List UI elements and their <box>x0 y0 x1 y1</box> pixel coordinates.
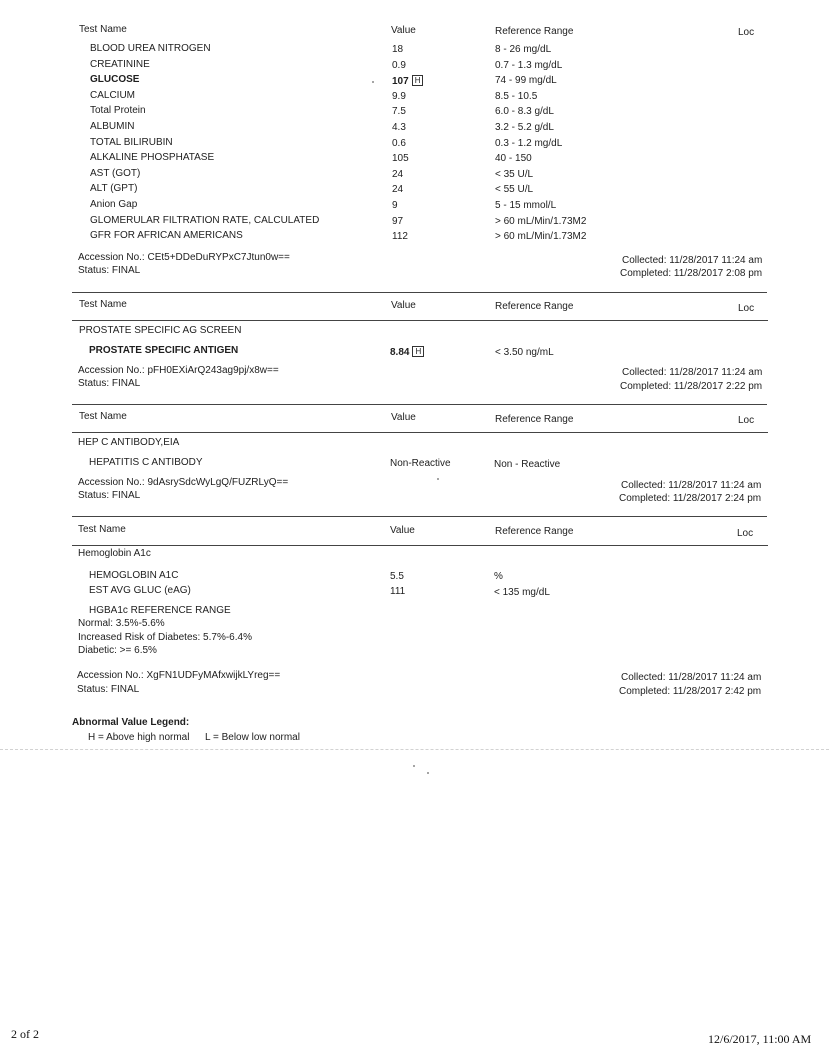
completed-date: Completed: 11/28/2017 2:24 pm <box>619 493 762 504</box>
reference-range: < 135 mg/dL <box>494 587 550 598</box>
test-value: 112 <box>392 231 408 242</box>
accession-number: Accession No.: XgFN1UDFyMAfxwijkLYreg== <box>77 670 281 681</box>
test-value: 97 <box>392 216 404 227</box>
test-value: 8.84 H <box>390 346 424 358</box>
page-number: 2 of 2 <box>11 1027 39 1041</box>
test-name: ALBUMIN <box>90 121 135 132</box>
test-name: ALKALINE PHOSPHATASE <box>90 152 215 163</box>
col-loc: Loc <box>738 27 755 38</box>
scan-fold-line <box>0 749 829 750</box>
test-name: ALT (GPT) <box>90 183 138 194</box>
reference-range: 40 - 150 <box>495 153 532 164</box>
test-value: Non-Reactive <box>390 458 451 469</box>
completed-date: Completed: 11/28/2017 2:42 pm <box>619 686 762 697</box>
reference-range: < 35 U/L <box>495 169 534 180</box>
scan-speck <box>427 772 429 774</box>
col-reference-range: Reference Range <box>495 526 574 537</box>
reference-range: 74 - 99 mg/dL <box>495 75 557 86</box>
col-loc: Loc <box>737 528 754 539</box>
collected-date: Collected: 11/28/2017 11:24 am <box>621 672 762 683</box>
collected-date: Collected: 11/28/2017 11:24 am <box>622 367 763 378</box>
completed-date: Completed: 11/28/2017 2:08 pm <box>620 268 763 279</box>
print-timestamp: 12/6/2017, 11:00 AM <box>708 1032 812 1046</box>
test-value: 0.9 <box>392 60 406 71</box>
col-test-name: Test Name <box>79 24 127 35</box>
reference-range: 6.0 - 8.3 g/dL <box>495 106 554 117</box>
panel-title: Hemoglobin A1c <box>78 548 151 559</box>
reference-range: > 60 mL/Min/1.73M2 <box>495 231 587 242</box>
legend-high: H = Above high normal <box>88 732 190 743</box>
reference-note-line: Normal: 3.5%-5.6% <box>78 618 165 629</box>
reference-note-line: Increased Risk of Diabetes: 5.7%-6.4% <box>78 632 252 643</box>
panel-title: PROSTATE SPECIFIC AG SCREEN <box>79 325 242 336</box>
test-value: 9.9 <box>392 91 406 102</box>
test-value: 111 <box>390 586 406 597</box>
status: Status: FINAL <box>78 490 141 501</box>
reference-range: < 55 U/L <box>495 184 534 195</box>
status: Status: FINAL <box>77 684 140 695</box>
reference-range: 8.5 - 10.5 <box>495 91 538 102</box>
reference-note-title: HGBA1c REFERENCE RANGE <box>89 605 231 616</box>
test-name: BLOOD UREA NITROGEN <box>90 43 211 54</box>
panel-title: HEP C ANTIBODY,EIA <box>78 437 180 448</box>
col-reference-range: Reference Range <box>495 26 574 37</box>
test-name: HEMOGLOBIN A1C <box>89 570 179 581</box>
status: Status: FINAL <box>78 378 141 389</box>
high-flag-badge: H <box>412 346 424 357</box>
reference-range: 0.7 - 1.3 mg/dL <box>495 60 563 71</box>
reference-range: < 3.50 ng/mL <box>495 347 554 358</box>
col-test-name: Test Name <box>79 411 127 422</box>
test-value: 105 <box>392 153 409 164</box>
col-value: Value <box>390 525 415 536</box>
legend-low: L = Below low normal <box>205 732 300 743</box>
test-name: HEPATITIS C ANTIBODY <box>89 457 203 468</box>
test-value: 0.6 <box>392 138 406 149</box>
col-value: Value <box>391 412 416 423</box>
col-value: Value <box>391 300 416 311</box>
col-reference-range: Reference Range <box>495 414 574 425</box>
test-value: 18 <box>392 44 404 55</box>
divider <box>72 292 767 293</box>
divider <box>72 404 767 405</box>
col-reference-range: Reference Range <box>495 301 574 312</box>
test-value: 24 <box>392 184 404 195</box>
test-value: 7.5 <box>392 106 406 117</box>
col-test-name: Test Name <box>78 524 126 535</box>
test-name: Total Protein <box>90 105 146 116</box>
test-name: PROSTATE SPECIFIC ANTIGEN <box>89 345 239 356</box>
accession-number: Accession No.: pFH0EXiArQ243ag9pj/x8w== <box>78 365 279 376</box>
reference-note-line: Diabetic: >= 6.5% <box>78 645 157 656</box>
test-value: 9 <box>392 200 398 211</box>
accession-number: Accession No.: CEt5+DDeDuRYPxC7Jtun0w== <box>78 252 290 263</box>
scan-speck <box>437 478 439 480</box>
completed-date: Completed: 11/28/2017 2:22 pm <box>620 381 763 392</box>
divider <box>72 320 768 321</box>
col-loc: Loc <box>738 303 755 314</box>
status: Status: FINAL <box>78 265 141 276</box>
reference-range: Non - Reactive <box>494 459 561 470</box>
test-value: 24 <box>392 169 404 180</box>
test-name: Anion Gap <box>90 199 138 210</box>
test-name: CREATININE <box>90 59 150 70</box>
high-flag-badge: H <box>412 75 424 86</box>
divider <box>72 516 767 517</box>
legend-title: Abnormal Value Legend: <box>72 717 190 728</box>
accession-number: Accession No.: 9dAsrySdcWyLgQ/FUZRLyQ== <box>78 477 289 488</box>
test-name: GFR FOR AFRICAN AMERICANS <box>90 230 243 241</box>
test-value: 107 H <box>392 75 423 87</box>
test-name: TOTAL BILIRUBIN <box>90 137 173 148</box>
reference-range: 8 - 26 mg/dL <box>495 44 552 55</box>
reference-range: 0.3 - 1.2 mg/dL <box>495 138 563 149</box>
divider <box>72 545 768 546</box>
test-name: GLUCOSE <box>90 74 140 85</box>
test-name: GLOMERULAR FILTRATION RATE, CALCULATED <box>90 215 320 226</box>
col-value: Value <box>391 25 416 36</box>
reference-range: 3.2 - 5.2 g/dL <box>495 122 554 133</box>
scan-speck <box>372 81 374 83</box>
col-loc: Loc <box>738 415 755 426</box>
divider <box>72 432 768 433</box>
col-test-name: Test Name <box>79 299 127 310</box>
test-value: 4.3 <box>392 122 406 133</box>
test-name: CALCIUM <box>90 90 136 101</box>
collected-date: Collected: 11/28/2017 11:24 am <box>621 480 762 491</box>
reference-range: 5 - 15 mmol/L <box>495 200 557 211</box>
scan-speck <box>413 765 415 767</box>
reference-range: > 60 mL/Min/1.73M2 <box>495 216 587 227</box>
collected-date: Collected: 11/28/2017 11:24 am <box>622 255 763 266</box>
test-value: 5.5 <box>390 571 404 582</box>
reference-range: % <box>494 571 503 582</box>
test-name: AST (GOT) <box>90 168 141 179</box>
test-name: EST AVG GLUC (eAG) <box>89 585 191 596</box>
